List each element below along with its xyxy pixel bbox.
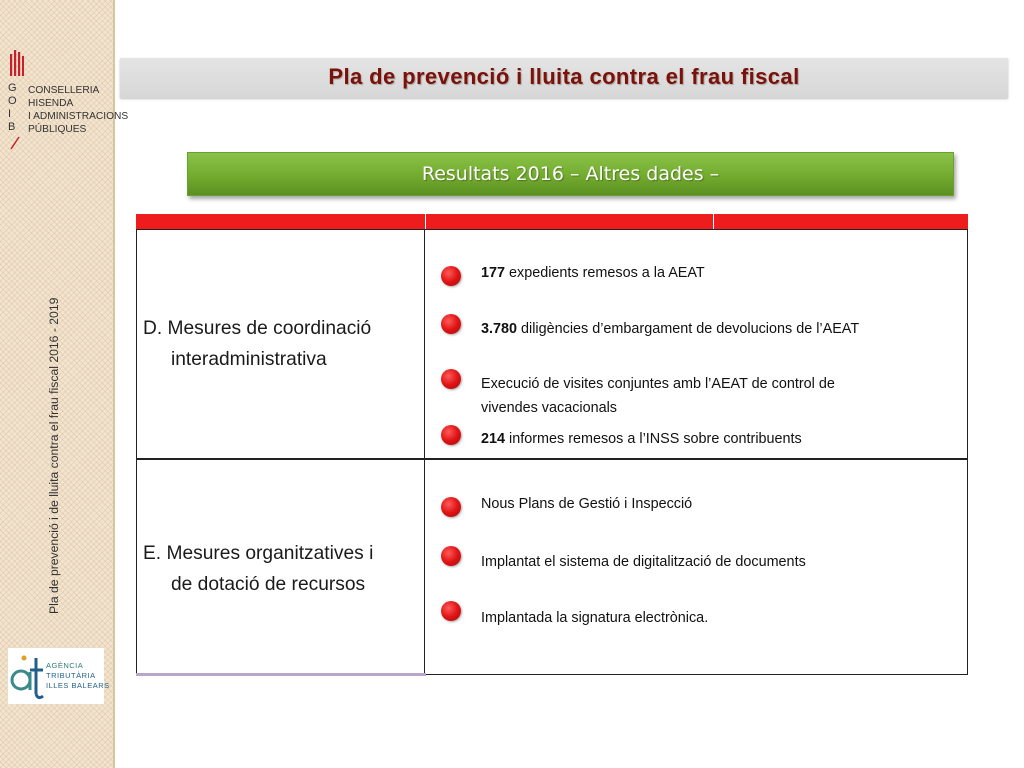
item-text: informes remesos a l’INSS sobre contribuents — [505, 431, 802, 447]
item-text: Implantat el sistema de digitalització de documents — [481, 554, 806, 570]
goib-letter: O — [8, 95, 17, 107]
row-divider — [136, 458, 968, 460]
bullet-icon — [441, 425, 461, 445]
list-item — [481, 261, 705, 285]
row-label-organitzatives — [143, 538, 373, 600]
slash-icon — [10, 136, 20, 150]
conselleria-line: CONSELLERIA — [28, 85, 100, 96]
bullet-icon — [441, 546, 461, 566]
bullet-icon — [441, 266, 461, 286]
vertical-plan-text: Pla de prevenció i de lluita contra el frau fiscal 2016 - 2019 — [47, 297, 61, 614]
goib-letters — [8, 82, 26, 134]
conselleria-text — [28, 84, 128, 136]
title-bar — [120, 58, 1008, 98]
row-label-line: E. Mesures organitzatives i — [143, 543, 374, 564]
item-number: 214 — [481, 431, 506, 447]
conselleria-line: PÚBLIQUES — [28, 124, 87, 135]
bullet-icon — [441, 369, 461, 389]
table-bottom-accent — [136, 673, 426, 676]
item-text: vivendes vacacionals — [481, 400, 617, 416]
list-item — [481, 606, 708, 630]
row-label-line: interadministrativa — [171, 349, 327, 370]
atib-line: ILLES BALEARS — [46, 681, 110, 690]
column-divider — [424, 229, 425, 675]
row-label-coordinacio — [143, 313, 371, 375]
atib-line: AGÈNCIA — [46, 661, 84, 670]
goib-logo — [4, 50, 129, 150]
band-separator — [425, 214, 426, 229]
atib-line: TRIBUTÀRIA — [46, 671, 96, 680]
page-title: Pla de prevenció i lluita contra el frau fiscal — [328, 64, 800, 89]
item-number: 177 — [481, 265, 506, 281]
band-separator — [713, 214, 714, 229]
item-text: Execució de visites conjuntes amb l’AEAT de control de — [481, 376, 835, 392]
conselleria-line: HISENDA — [28, 98, 74, 109]
goib-letter: I — [8, 108, 12, 120]
goib-flag-icon — [10, 50, 24, 76]
item-number: 3.780 — [481, 321, 518, 337]
list-item — [481, 550, 806, 574]
list-item — [481, 317, 859, 341]
list-item — [481, 492, 692, 516]
item-text: Implantada la signatura electrònica. — [481, 610, 709, 626]
atib-text — [46, 661, 110, 691]
item-text: Nous Plans de Gestió i Inspecció — [481, 496, 693, 512]
bullet-icon — [441, 314, 461, 334]
list-item — [481, 372, 835, 420]
bullet-icon — [441, 601, 461, 621]
row-label-line: de dotació de recursos — [171, 574, 366, 595]
atib-logo — [8, 648, 110, 704]
item-text: expedients remesos a la AEAT — [505, 265, 705, 281]
atib-mark-icon — [10, 650, 44, 702]
item-text: diligències d’embargament de devolucions de l’AEAT — [517, 321, 860, 337]
bullet-icon — [441, 497, 461, 517]
conselleria-line: I ADMINISTRACIONS — [28, 111, 129, 122]
row-label-line: D. Mesures de coordinació — [143, 318, 372, 339]
table-header-band — [136, 214, 968, 229]
list-item — [481, 427, 802, 451]
goib-letter: B — [8, 121, 16, 133]
subtitle-box — [187, 152, 954, 196]
goib-letter: G — [8, 82, 17, 94]
subtitle: Resultats 2016 – Altres dades – — [421, 163, 720, 185]
